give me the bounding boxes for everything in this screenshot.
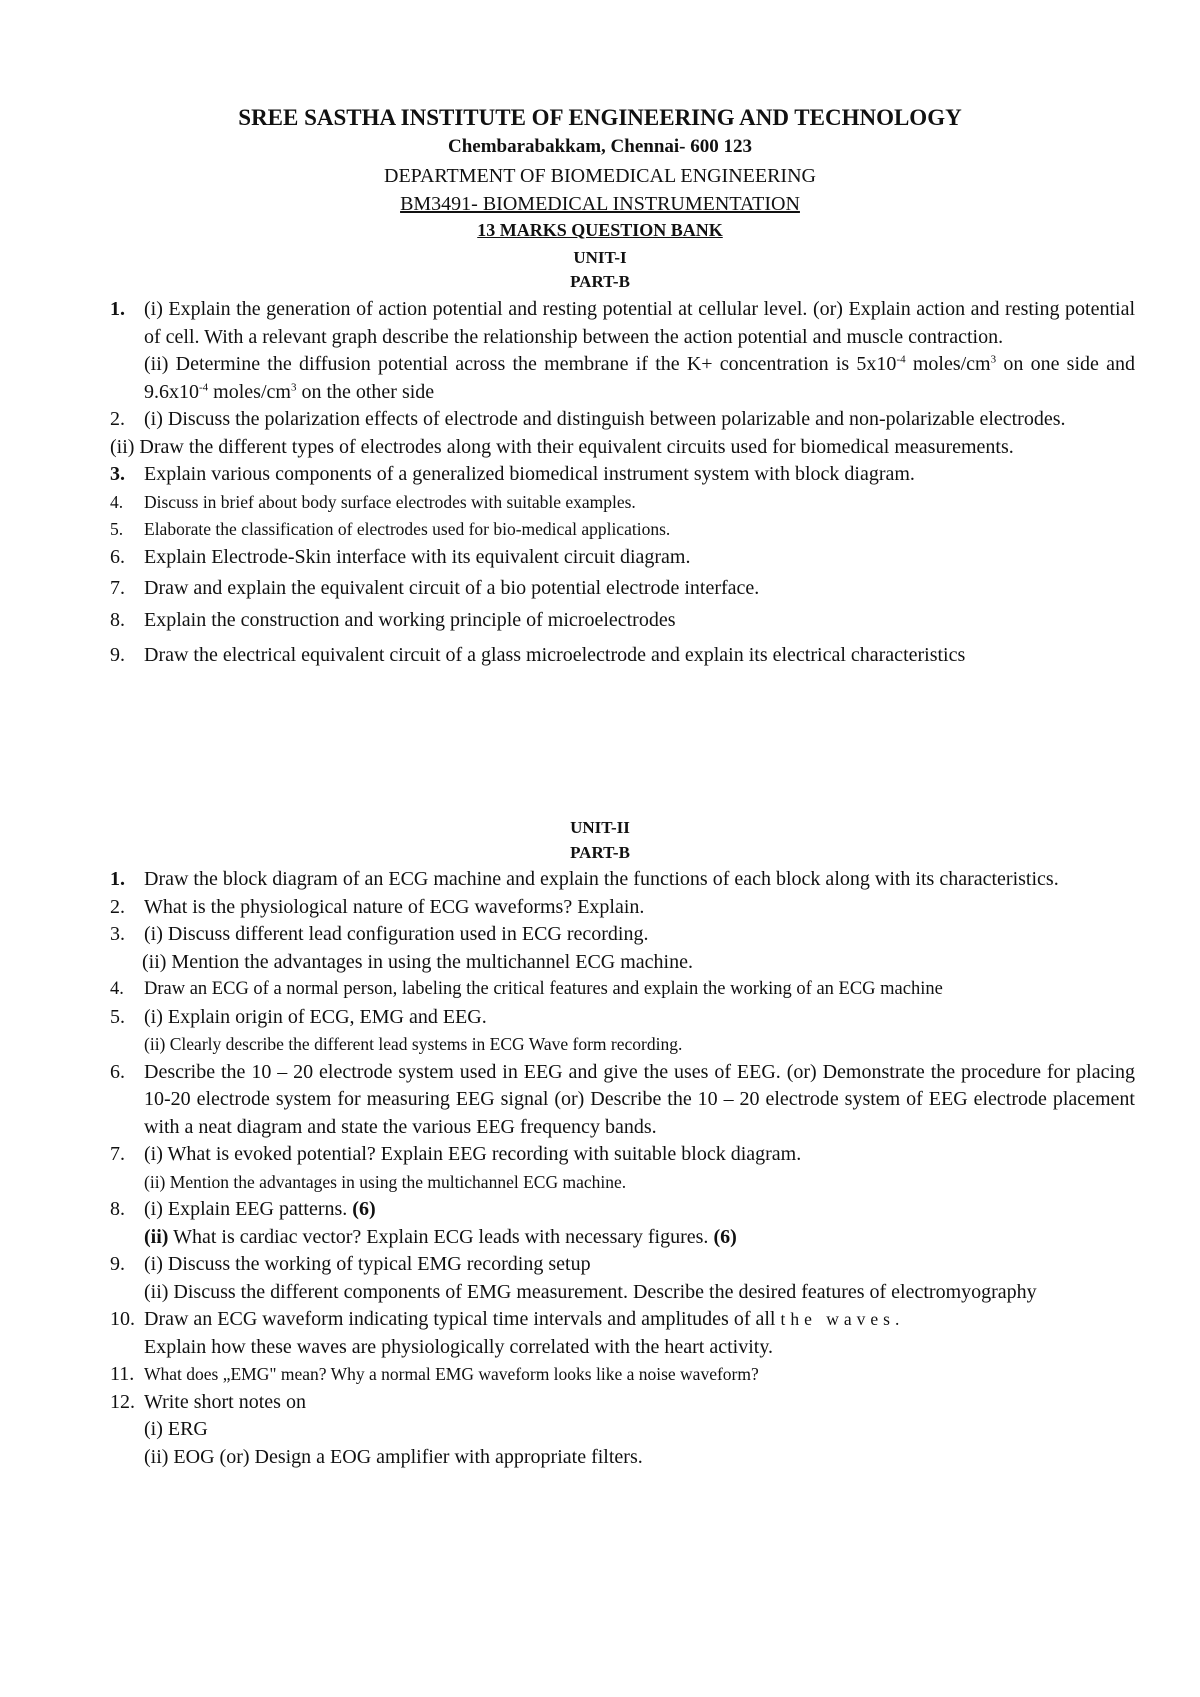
- question-item: [110, 1141, 1135, 1196]
- question-text: Draw the electrical equivalent circuit of a glass microelectrode and explain its electrical characteristics: [144, 644, 966, 666]
- question-item: [110, 1196, 1135, 1251]
- question-number: 1.: [110, 298, 125, 320]
- question-number: 10.: [110, 1308, 135, 1330]
- question-item: [110, 296, 1135, 406]
- question-item: [110, 544, 1135, 572]
- question-item: [110, 976, 1135, 1004]
- question-item: [110, 640, 1135, 671]
- question-number: 9.: [110, 1253, 125, 1275]
- question-subpart: (ii) Clearly describe the different lead systems in ECG Wave form recording.: [144, 1034, 683, 1054]
- unit-2-part-heading: PART-B: [570, 843, 630, 862]
- question-number: 3.: [110, 463, 125, 485]
- subpart-text: on the other side: [296, 380, 435, 403]
- question-item: [110, 1251, 1135, 1306]
- question-item: [110, 461, 1135, 489]
- course-title-text: BM3491- BIOMEDICAL INSTRUMENTATION: [400, 193, 800, 215]
- question-text: Explain Electrode-Skin interface with its equivalent circuit diagram.: [144, 545, 691, 568]
- question-number: 2.: [110, 408, 125, 430]
- question-text: Draw an ECG of a normal person, labeling the critical features and explain the working of an ECG machine: [144, 979, 943, 999]
- question-number: 7.: [110, 1143, 125, 1165]
- question-text: (i) Discuss the working of typical EMG recording setup: [144, 1253, 591, 1275]
- marks-label: (6): [713, 1225, 737, 1248]
- subpart-text: moles/cm: [905, 353, 991, 375]
- question-subpart: (ii) EOG (or) Design a EOG amplifier with appropriate filters.: [144, 1445, 643, 1468]
- question-number: 4.: [110, 979, 124, 999]
- question-item: [110, 516, 1135, 544]
- subpart-text: on one side and 9.6x10: [144, 353, 1135, 403]
- subpart-label: (ii): [144, 1225, 169, 1248]
- question-text: Draw and explain the equivalent circuit of a bio potential electrode interface.: [144, 577, 760, 599]
- superscript: -4: [199, 380, 209, 393]
- question-text-part: (i) Explain EEG patterns.: [144, 1198, 353, 1220]
- question-item: [110, 406, 1135, 461]
- unit-2-heading: UNIT-II: [570, 818, 630, 837]
- question-number: 6.: [110, 545, 125, 568]
- question-item: [110, 1389, 1135, 1472]
- question-number: 4.: [110, 491, 124, 512]
- question-item: [110, 489, 1135, 517]
- subpart-text: (ii) Determine the diffusion potential across the membrane if the K+ concentration is 5x10: [144, 353, 897, 375]
- question-text: (i) Explain origin of ECG, EMG and EEG.: [144, 1005, 487, 1028]
- question-number: 6.: [110, 1060, 125, 1083]
- question-subpart: (ii) Draw the different types of electrodes along with their equivalent circuits used for biomedical measurements.: [110, 435, 1014, 458]
- question-text: Describe the 10 – 20 electrode system used in EEG and give the uses of EEG. (or) Demonstrate the procedure for placing 10-20 electrode system for measuring EEG signal (or) Describe the 10 – 20 electrode system of EEG electrode placement with a neat diagram and state the various EEG frequency bands.: [144, 1060, 1135, 1138]
- question-text-part: What is cardiac vector? Explain ECG leads with necessary figures.: [168, 1225, 714, 1248]
- question-text: What does „EMG" mean? Why a normal EMG waveform looks like a noise waveform?: [144, 1364, 759, 1384]
- question-text: (i) Explain the generation of action potential and resting potential at cellular level. (or) Explain action and resting potential of cell. With a relevant graph describe the relationship between the action potential and muscle contraction.: [144, 298, 1135, 348]
- question-number: 8.: [110, 1198, 125, 1220]
- question-text: (i) Discuss different lead configuration used in ECG recording.: [144, 923, 649, 945]
- unit-2-question-list: [110, 866, 1135, 1471]
- question-subpart: [144, 1224, 1135, 1252]
- question-item: [110, 866, 1135, 894]
- question-item: [110, 894, 1135, 922]
- question-number: 2.: [110, 895, 125, 918]
- question-text: (i) What is evoked potential? Explain EEG recording with suitable block diagram.: [144, 1143, 802, 1165]
- question-text: [144, 1306, 1135, 1334]
- question-text: Explain various components of a generalized biomedical instrument system with block diagram.: [144, 463, 915, 485]
- superscript: 3: [990, 353, 997, 366]
- question-text: Elaborate the classification of electrodes used for bio-medical applications.: [144, 519, 671, 539]
- subpart-text: moles/cm: [208, 380, 291, 403]
- question-text: Write short notes on: [144, 1390, 306, 1413]
- question-number: 12.: [110, 1390, 135, 1413]
- question-number: 8.: [110, 608, 125, 631]
- question-number: 5.: [110, 1005, 125, 1028]
- question-subpart: (i) ERG: [144, 1418, 208, 1440]
- question-text: Explain the construction and working principle of microelectrodes: [144, 608, 676, 631]
- question-bank-title: [0, 220, 1200, 242]
- question-item: [110, 1306, 1135, 1361]
- superscript: 3: [290, 380, 297, 393]
- question-text: Draw the block diagram of an ECG machine and explain the functions of each block along with its characteristics.: [144, 868, 1059, 890]
- question-item: [110, 607, 1135, 635]
- question-item: [110, 1004, 1135, 1059]
- unit-1-part-heading: PART-B: [570, 272, 630, 291]
- question-item: [110, 1059, 1135, 1142]
- question-text: [144, 1196, 1135, 1224]
- question-number: 7.: [110, 577, 125, 599]
- superscript: -4: [896, 353, 906, 366]
- question-text: Discuss in brief about body surface electrodes with suitable examples.: [144, 491, 636, 512]
- unit-1-question-list: [110, 296, 1135, 671]
- question-number: 3.: [110, 923, 125, 945]
- question-text-part: Draw an ECG waveform indicating typical time intervals and amplitudes of all: [144, 1308, 781, 1330]
- question-text: (i) Discuss the polarization effects of electrode and distinguish between polarizable and non-polarizable electrodes.: [144, 408, 1066, 430]
- question-text-part: the waves.: [780, 1309, 905, 1329]
- question-subpart: [144, 351, 1135, 406]
- question-item: [110, 575, 1135, 603]
- marks-label: (6): [352, 1198, 376, 1220]
- institute-name: SREE SASTHA INSTITUTE OF ENGINEERING AND TECHNOLOGY: [238, 105, 962, 130]
- question-subpart: (ii) Discuss the different components of EMG measurement. Describe the desired features of electromyography: [144, 1280, 1037, 1303]
- question-number: 9.: [110, 644, 125, 666]
- question-text: What is the physiological nature of ECG waveforms? Explain.: [144, 895, 645, 918]
- question-number: 1.: [110, 868, 125, 890]
- question-item: [110, 921, 1135, 976]
- question-item: [110, 1361, 1135, 1389]
- institute-address: Chembarabakkam, Chennai- 600 123: [447, 136, 753, 157]
- question-subpart: (ii) Mention the advantages in using the multichannel ECG machine.: [144, 1171, 627, 1192]
- course-title: [0, 192, 1200, 216]
- question-number: 5.: [110, 519, 124, 539]
- question-subpart: (ii) Mention the advantages in using the multichannel ECG machine.: [142, 950, 693, 973]
- unit-1-heading: UNIT-I: [573, 248, 627, 267]
- question-bank-title-text: 13 MARKS QUESTION BANK: [477, 220, 723, 240]
- question-subpart: Explain how these waves are physiologically correlated with the heart activity.: [144, 1335, 774, 1358]
- question-number: 11.: [110, 1363, 135, 1385]
- department-name: DEPARTMENT OF BIOMEDICAL ENGINEERING: [384, 165, 816, 187]
